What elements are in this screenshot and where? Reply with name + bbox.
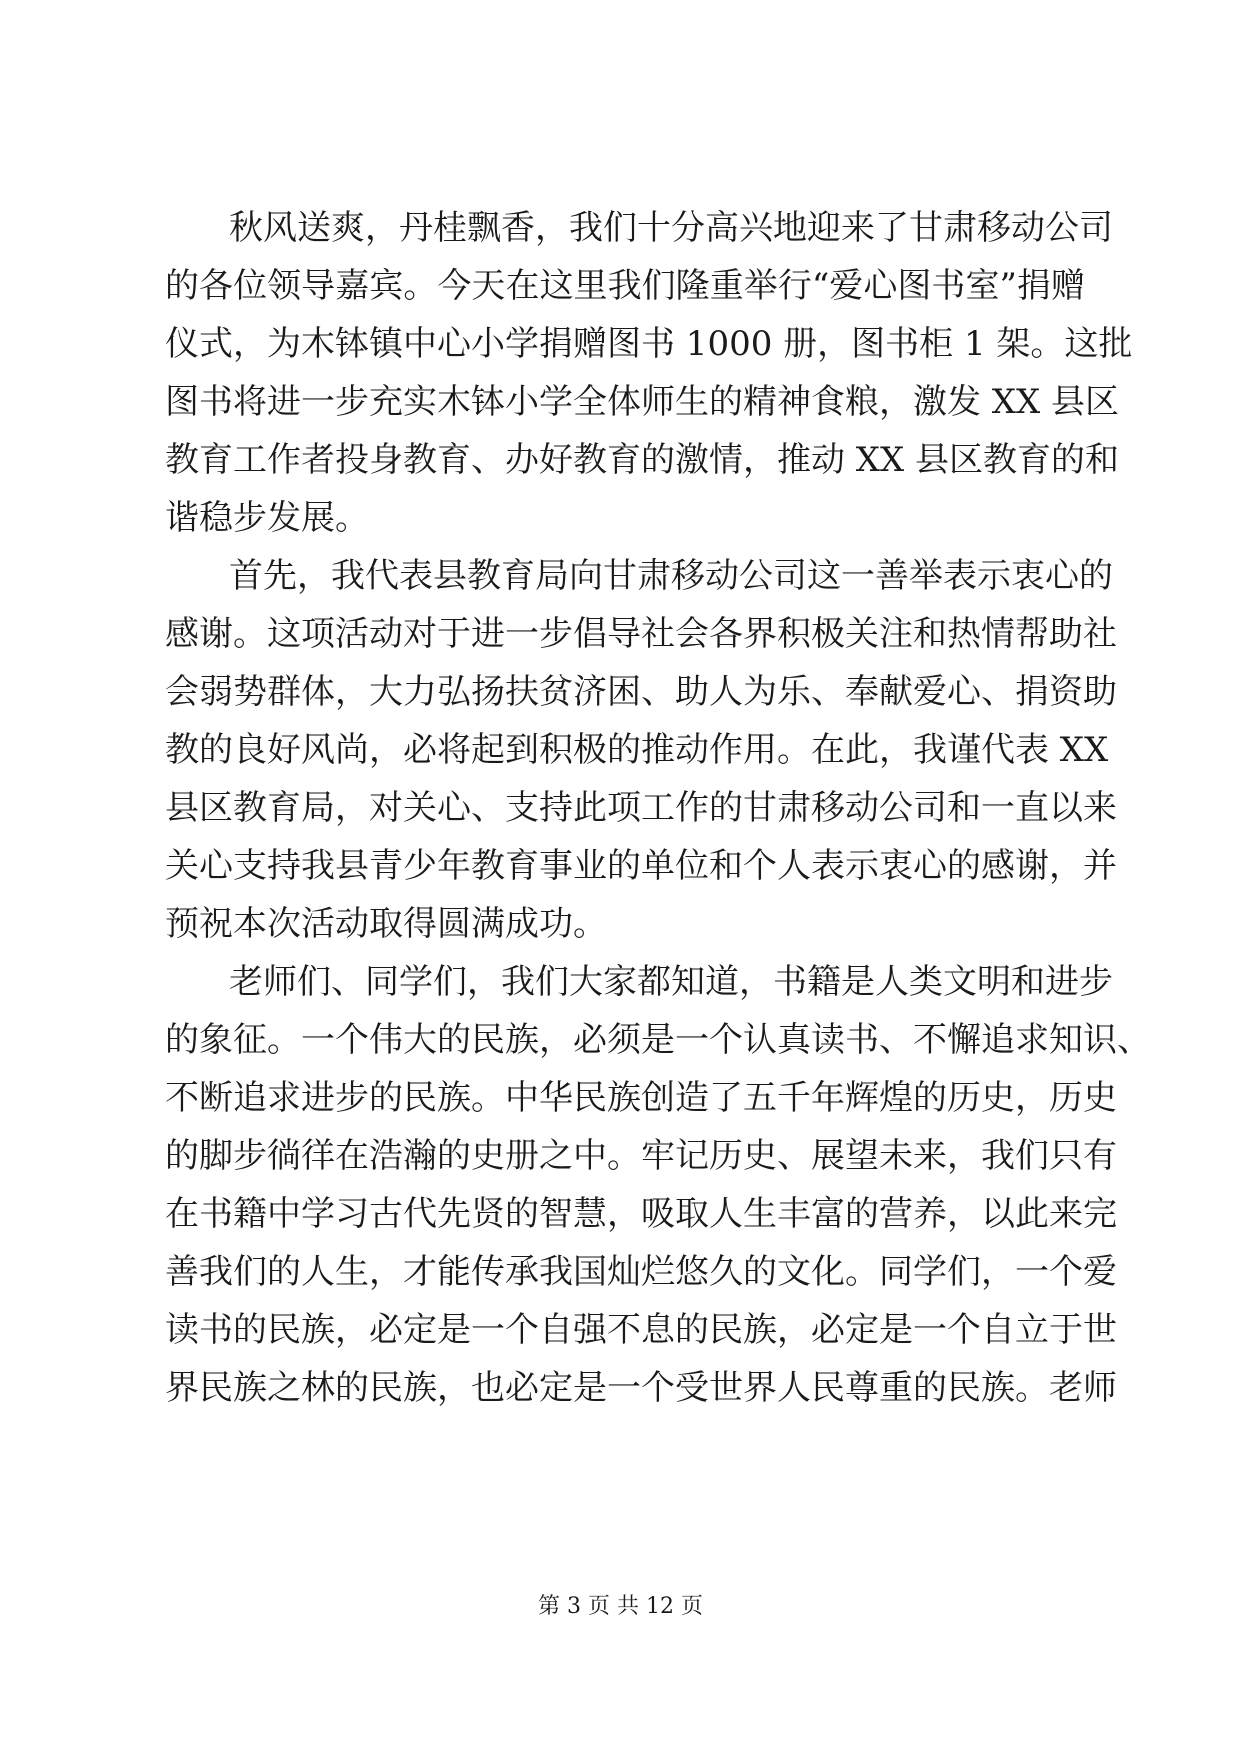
text-line: 界民族之林的民族，也必定是一个受世界人民尊重的民族。老师	[165, 1368, 1117, 1408]
text-line: 读书的民族，必定是一个自强不息的民族，必定是一个自立于世	[165, 1310, 1117, 1350]
text-line: 首先，我代表县教育局向甘肃移动公司这一善举表示衷心的	[229, 556, 1113, 596]
text-line: 不断追求进步的民族。中华民族创造了五千年辉煌的历史，历史	[165, 1078, 1117, 1118]
text-line: 图书将进一步充实木钵小学全体师生的精神食粮，激发 XX 县区	[165, 382, 1120, 422]
text-line: 谐稳步发展。	[165, 498, 369, 538]
text-line: 会弱势群体，大力弘扬扶贫济困、助人为乐、奉献爱心、捐资助	[165, 672, 1117, 712]
text-line: 感谢。这项活动对于进一步倡导社会各界积极关注和热情帮助社	[165, 614, 1117, 654]
text-line: 秋风送爽，丹桂飘香，我们十分高兴地迎来了甘肃移动公司	[229, 208, 1113, 248]
page-footer: 第 3 页 共 12 页	[538, 1594, 703, 1619]
text-line: 关心支持我县青少年教育事业的单位和个人表示衷心的感谢，并	[165, 846, 1117, 886]
text-line: 善我们的人生，才能传承我国灿烂悠久的文化。同学们，一个爱	[165, 1252, 1117, 1292]
text-line: 教育工作者投身教育、办好教育的激情，推动 XX 县区教育的和	[165, 440, 1120, 480]
text-line: 的脚步徜徉在浩瀚的史册之中。牢记历史、展望未来，我们只有	[165, 1136, 1117, 1176]
text-line: 的各位领导嘉宾。今天在这里我们隆重举行“爱心图书室”捐赠	[165, 266, 1085, 306]
text-line: 县区教育局，对关心、支持此项工作的甘肃移动公司和一直以来	[165, 788, 1117, 828]
text-line: 教的良好风尚，必将起到积极的推动作用。在此，我谨代表 XX	[165, 730, 1109, 770]
text-line: 仪式，为木钵镇中心小学捐赠图书 1000 册，图书柜 1 架。这批	[165, 324, 1133, 364]
text-line: 老师们、同学们，我们大家都知道，书籍是人类文明和进步	[229, 962, 1113, 1002]
text-line: 的象征。一个伟大的民族，必须是一个认真读书、不懈追求知识、	[165, 1020, 1151, 1060]
text-line: 在书籍中学习古代先贤的智慧，吸取人生丰富的营养，以此来完	[165, 1194, 1117, 1234]
text-line: 预祝本次活动取得圆满成功。	[165, 904, 607, 944]
